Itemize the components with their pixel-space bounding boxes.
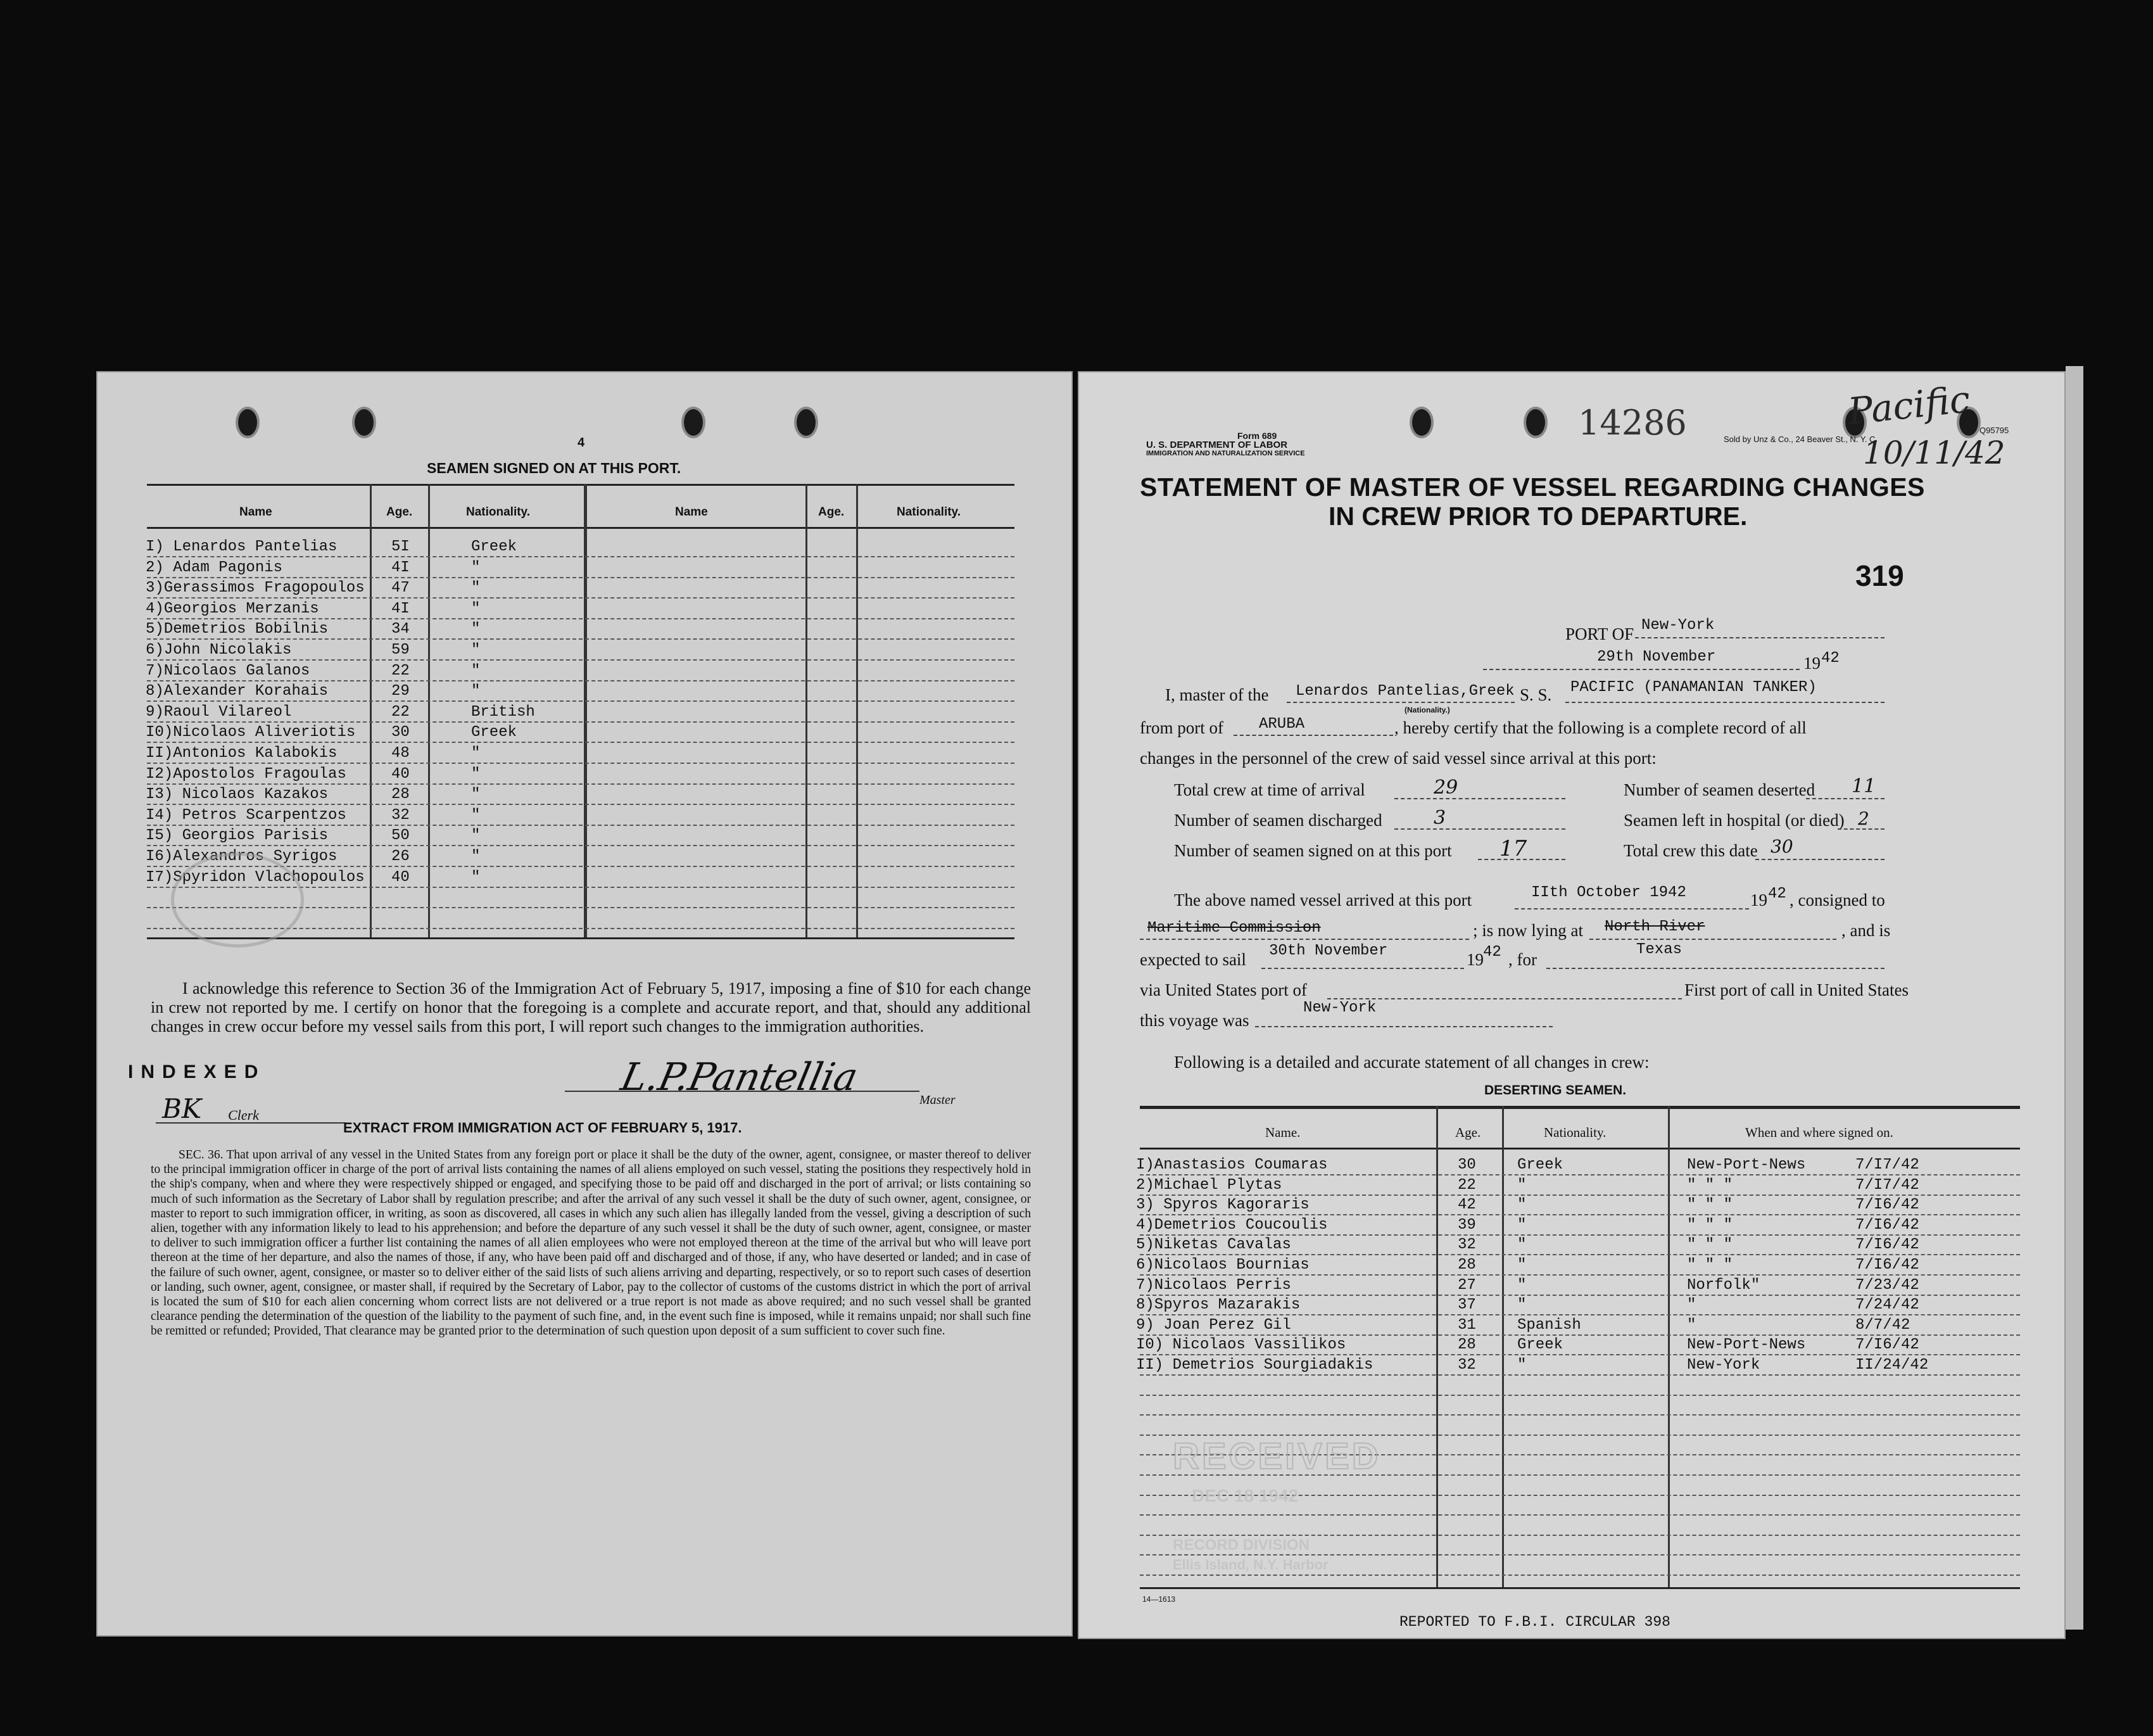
page-edge bbox=[2066, 366, 2083, 1630]
seaman-name: 4)Georgios Merzanis bbox=[146, 600, 319, 618]
deserter-where: New-Port-News bbox=[1687, 1156, 1806, 1174]
master-text: I, master of the bbox=[1165, 685, 1269, 704]
signed-on-value: 17 bbox=[1500, 836, 1527, 861]
table-row-rule bbox=[147, 804, 1014, 805]
deserter-age: 28 bbox=[1458, 1336, 1476, 1354]
extract-text: SEC. 36. That upon arrival of any vessel in the United States from any foreign port or place it shall be the duty of the owner, agent, consignee, or master thereof to deliver to the principal immigration officer in charge of the port of arrival lists containing the names of all aliens employed on such vessel, stating the positions they respectively hold in the ship's company, when and where they were respectively shipped or engaged, and specifying those to be paid off and discharged in the port of arrival; or lists containing so much of such information as the Secretary of Labor shall by regulation prescribe; and after the arrival of any such vessel it shall be the duty of such owner, agent, consignee, or master to report to such immigration officer, in writing, as soon as discovered, all cases in which any such alien has illegally landed from the vessel, giving a description of such alien, together with any information likely to lead to his apprehension; and before the departure of any such vessel it shall be the duty of such owner, agent, consignee, or master to deliver to such immigration officer a further list containing the names of all alien employees who were not employed thereon at the time of the arrival but who will leave port thereon at the time of her departure, and also the names of those, if any, who have been paid off and discharged and of those, if any, who have deserted or landed; and in case of the failure of such owner, agent, consignee, or master so to deliver either of the said lists of such aliens arriving and departing, respectively, or so to report such cases of desertion or landing, such owner, agent, consignee, or master shall, if required by the Secretary of Labor, pay to the collector of customs of the customs district in which the port of arrival is located the sum of $10 for each alien concerning whom correct lists are not delivered or a true report is not made as above required; and no such vessel shall be granted clearance pending the determination of the question of the liability to the payment of such fine, and, in the event such fine is imposed, while it remains unpaid; nor shall such fine be remitted or refunded; Provided, That clearance may be granted prior to the determination of such question upon deposit of a sum sufficient to cover such fine. bbox=[151, 1148, 1031, 1338]
punch-hole bbox=[794, 407, 818, 438]
deserting-header-where: When and where signed on. bbox=[1745, 1125, 1893, 1140]
deserter-nationality: " bbox=[1517, 1236, 1527, 1254]
service: IMMIGRATION AND NATURALIZATION SERVICE bbox=[1146, 450, 1305, 457]
seaman-name: I0)Nicolaos Aliveriotis bbox=[146, 724, 356, 742]
seaman-name: 7)Nicolaos Galanos bbox=[146, 662, 310, 680]
deserter-date: 7/I6/42 bbox=[1855, 1257, 1919, 1274]
ss-label: S. S. bbox=[1520, 685, 1552, 704]
table-row-rule bbox=[147, 659, 1014, 661]
deserter-age: 37 bbox=[1458, 1296, 1476, 1314]
deserter-where: " " " bbox=[1687, 1196, 1733, 1214]
seaman-name: 2) Adam Pagonis bbox=[146, 559, 283, 576]
deserter-date: 7/I7/42 bbox=[1855, 1176, 1919, 1194]
destination-value: Texas bbox=[1636, 941, 1683, 958]
deserter-name: 9) Joan Perez Gil bbox=[1136, 1316, 1291, 1334]
deserter-nationality: " bbox=[1517, 1276, 1527, 1294]
deserter-date: 7/I7/42 bbox=[1855, 1156, 1919, 1174]
seaman-nationality: " bbox=[471, 621, 481, 638]
year-prefix: 19 bbox=[1803, 654, 1821, 673]
voyage-line bbox=[1255, 1026, 1553, 1027]
hospital-value: 2 bbox=[1858, 808, 1869, 829]
page-number: 4 bbox=[578, 436, 585, 450]
header-nationality-2: Nationality. bbox=[897, 505, 961, 519]
total-date-label: Total crew this date bbox=[1624, 841, 1758, 860]
footer-code: 14—1613 bbox=[1142, 1595, 1176, 1604]
deserting-header-nationality: Nationality. bbox=[1544, 1125, 1607, 1140]
deserter-date: 7/I6/42 bbox=[1855, 1336, 1919, 1354]
discharged-line bbox=[1394, 828, 1565, 830]
seaman-age: 32 bbox=[391, 806, 410, 824]
seaman-name: I2)Apostolos Fragoulas bbox=[146, 765, 346, 783]
deserter-age: 27 bbox=[1458, 1276, 1476, 1294]
punch-hole bbox=[1410, 407, 1434, 438]
deserter-where: " bbox=[1687, 1316, 1696, 1334]
seaman-name: 5)Demetrios Bobilnis bbox=[146, 621, 329, 638]
column-divider bbox=[370, 484, 372, 937]
deserter-name: 4)Demetrios Coucoulis bbox=[1136, 1216, 1328, 1234]
seaman-name: 6)John Nicolakis bbox=[146, 642, 292, 659]
seaman-age: 26 bbox=[391, 848, 410, 865]
expected-year-prefix: 19 bbox=[1467, 950, 1484, 969]
changes-text: changes in the personnel of the crew of said vessel since arrival at this port: bbox=[1140, 749, 1657, 768]
arrival-year-suffix: 42 bbox=[1768, 885, 1786, 903]
header-age: Age. bbox=[386, 505, 413, 519]
voyage-label: this voyage was bbox=[1140, 1011, 1249, 1030]
seaman-nationality: British bbox=[471, 703, 535, 721]
seaman-age: 28 bbox=[391, 786, 410, 804]
deserter-age: 39 bbox=[1458, 1216, 1476, 1234]
received-date: DEC 18 1942 bbox=[1192, 1486, 1299, 1505]
seaman-age: 59 bbox=[391, 642, 410, 659]
discharged-value: 3 bbox=[1434, 807, 1446, 829]
column-divider bbox=[428, 484, 430, 937]
left-page bbox=[96, 371, 1073, 1637]
expected-label: expected to sail bbox=[1140, 950, 1246, 969]
table-row-rule bbox=[147, 700, 1014, 702]
seaman-age: 48 bbox=[391, 745, 410, 762]
seller-code: Q95795 bbox=[1979, 426, 2009, 435]
seaman-age: 4I bbox=[391, 600, 410, 618]
header-name: Name bbox=[239, 505, 272, 519]
deserter-date: 7/I6/42 bbox=[1855, 1196, 1919, 1214]
header-nationality: Nationality. bbox=[466, 505, 530, 519]
table-row-rule bbox=[1140, 1254, 2020, 1255]
official-seal bbox=[171, 852, 304, 947]
expected-value: 30th November bbox=[1269, 942, 1388, 960]
deserter-where: " " " bbox=[1687, 1257, 1733, 1274]
seaman-age: 4I bbox=[391, 559, 410, 576]
seaman-nationality: " bbox=[471, 745, 481, 762]
column-divider bbox=[805, 484, 807, 937]
port-label: PORT OF bbox=[1565, 624, 1634, 643]
arrived-line bbox=[1515, 908, 1749, 909]
lying-line bbox=[1589, 939, 1836, 940]
deserter-name: 2)Michael Plytas bbox=[1136, 1176, 1282, 1194]
seaman-name: II)Antonios Kalabokis bbox=[146, 745, 338, 762]
from-port-label: from port of bbox=[1140, 718, 1223, 737]
table-row-rule bbox=[147, 556, 1014, 557]
deserting-header-name: Name. bbox=[1265, 1125, 1301, 1140]
table-row-rule bbox=[1140, 1574, 2020, 1576]
deserter-age: 22 bbox=[1458, 1176, 1476, 1194]
deserter-date: II/24/42 bbox=[1855, 1357, 1929, 1374]
deserting-title: DESERTING SEAMEN. bbox=[1484, 1083, 1627, 1098]
table-row-rule bbox=[1140, 1514, 2020, 1516]
table-row-rule bbox=[1140, 1334, 2020, 1336]
total-date-line bbox=[1755, 859, 1885, 860]
seaman-age: 22 bbox=[391, 703, 410, 721]
seaman-age: 34 bbox=[391, 621, 410, 638]
punch-hole bbox=[681, 407, 705, 438]
seaman-nationality: " bbox=[471, 642, 481, 659]
seaman-age: 29 bbox=[391, 683, 410, 700]
header-name-2: Name bbox=[675, 505, 708, 519]
table-row-rule bbox=[1140, 1274, 2020, 1276]
total-arrival-value: 29 bbox=[1434, 776, 1458, 799]
discharged-label: Number of seamen discharged bbox=[1174, 811, 1382, 830]
deserter-name: I)Anastasios Coumaras bbox=[1136, 1156, 1328, 1174]
seaman-age: 50 bbox=[391, 827, 410, 845]
destination-line bbox=[1546, 968, 1885, 969]
punch-hole bbox=[352, 407, 376, 438]
stamp-number: 14286 bbox=[1578, 403, 1687, 443]
deserter-nationality: Greek bbox=[1517, 1156, 1563, 1174]
acknowledgement-text: I acknowledge this reference to Section 36 of the Immigration Act of February 5, 1917, imposing a fine of $10 for each change in crew not reported by me. I certify on honor that the foregoing is a complete and accurate report, and that, should any additional changes in crew occur before my vessel sails from this port, I will report such changes to the immigration authorities. bbox=[151, 979, 1031, 1036]
table-row-rule bbox=[1140, 1174, 2020, 1175]
seaman-name: I5) Georgios Parisis bbox=[146, 827, 329, 845]
certify-text: , hereby certify that the following is a complete record of all bbox=[1394, 718, 1807, 737]
year-suffix: 42 bbox=[1821, 650, 1840, 667]
indexed-stamp: INDEXED bbox=[128, 1061, 266, 1082]
deserter-where: Norfolk" bbox=[1687, 1276, 1760, 1294]
seaman-nationality: " bbox=[471, 868, 481, 886]
from-port-value: ARUBA bbox=[1259, 716, 1305, 733]
signature-line bbox=[565, 1091, 919, 1092]
seaman-nationality: " bbox=[471, 786, 481, 804]
table-row-rule bbox=[1140, 1374, 2020, 1376]
deserter-date: 7/24/42 bbox=[1855, 1296, 1919, 1314]
ellis-island: Ellis Island, N.Y. Harbor bbox=[1173, 1557, 1329, 1573]
record-division: RECORD DIVISION bbox=[1173, 1536, 1310, 1554]
handwritten-date: 10/11/42 bbox=[1863, 434, 2005, 471]
table-row-rule bbox=[1140, 1234, 2020, 1236]
arrival-year-prefix: 19 bbox=[1750, 890, 1767, 909]
from-port-line bbox=[1234, 735, 1393, 736]
consignee-line bbox=[1140, 939, 1469, 940]
consigned-label: , consigned to bbox=[1790, 890, 1885, 909]
section-title: SEAMEN SIGNED ON AT THIS PORT. bbox=[427, 460, 681, 476]
table-row-rule bbox=[147, 680, 1014, 681]
seaman-name: I4) Petros Scarpentzos bbox=[146, 806, 346, 824]
signed-on-label: Number of seamen signed on at this port bbox=[1174, 841, 1452, 860]
deserter-name: 7)Nicolaos Perris bbox=[1136, 1276, 1291, 1294]
hospital-line bbox=[1838, 828, 1885, 830]
seaman-age: 47 bbox=[391, 580, 410, 597]
lying-label: ; is now lying at bbox=[1473, 921, 1583, 940]
seaman-age: 40 bbox=[391, 868, 410, 886]
table-row-rule bbox=[1140, 1554, 2020, 1555]
table-row-rule bbox=[1140, 1354, 2020, 1355]
table-row-rule bbox=[147, 742, 1014, 743]
table-row-rule bbox=[147, 825, 1014, 826]
column-divider bbox=[856, 484, 858, 937]
deserter-date: 7/23/42 bbox=[1855, 1276, 1919, 1294]
table-row-rule bbox=[1140, 1295, 2020, 1296]
deserter-nationality: " bbox=[1517, 1357, 1527, 1374]
vessel-line bbox=[1565, 702, 1885, 703]
total-date-value: 30 bbox=[1771, 836, 1793, 857]
deserter-nationality: " bbox=[1517, 1196, 1527, 1214]
seaman-nationality: " bbox=[471, 683, 481, 700]
hospital-label: Seamen left in hospital (or died) bbox=[1624, 811, 1845, 830]
deserter-where: " bbox=[1687, 1296, 1696, 1314]
expected-year-suffix: 42 bbox=[1483, 944, 1501, 961]
deserter-nationality: Greek bbox=[1517, 1336, 1563, 1354]
deserter-where: " " " bbox=[1687, 1216, 1733, 1234]
total-arrival-label: Total crew at time of arrival bbox=[1174, 780, 1365, 799]
table-header-rule bbox=[147, 527, 1014, 529]
port-line bbox=[1635, 637, 1885, 638]
table-row-rule bbox=[1140, 1535, 2020, 1536]
master-signature: L.P.Pantellia bbox=[617, 1055, 862, 1099]
department: U. S. DEPARTMENT OF LABOR bbox=[1146, 440, 1288, 450]
deserter-where: New-Port-News bbox=[1687, 1336, 1806, 1354]
punch-hole bbox=[236, 407, 260, 438]
table-row-rule bbox=[147, 763, 1014, 764]
deserter-date: 7/I6/42 bbox=[1855, 1236, 1919, 1254]
seaman-nationality: " bbox=[471, 806, 481, 824]
seaman-nationality: " bbox=[471, 662, 481, 680]
form-number: Form 689 bbox=[1237, 431, 1277, 441]
seaman-nationality: " bbox=[471, 765, 481, 783]
deserter-name: I0) Nicolaos Vassilikos bbox=[1136, 1336, 1346, 1354]
deserting-table-bottom bbox=[1140, 1587, 2020, 1589]
via-label: via United States port of bbox=[1140, 980, 1307, 999]
deserter-date: 7/I6/42 bbox=[1855, 1216, 1919, 1234]
deserted-value: 11 bbox=[1852, 775, 1876, 797]
deserter-name: 3) Spyros Kagoraris bbox=[1136, 1196, 1310, 1214]
seaman-nationality: Greek bbox=[471, 724, 517, 742]
vessel-name: PACIFIC (PANAMANIAN TANKER) bbox=[1570, 679, 1817, 696]
seaman-name: 8)Alexander Korahais bbox=[146, 683, 329, 700]
and-is-label: , and is bbox=[1841, 921, 1891, 940]
seaman-nationality: " bbox=[471, 559, 481, 576]
table-row-rule bbox=[147, 577, 1014, 578]
seaman-nationality: Greek bbox=[471, 538, 517, 555]
seaman-name: I6)Alexandros Syrigos bbox=[146, 848, 338, 865]
table-top-rule bbox=[147, 484, 1014, 486]
extract-title: EXTRACT FROM IMMIGRATION ACT OF FEBRUARY 5, 1917. bbox=[343, 1120, 742, 1136]
clerk-label: Clerk bbox=[228, 1107, 259, 1123]
title-line-2: IN CREW PRIOR TO DEPARTURE. bbox=[1329, 502, 1748, 531]
deserter-nationality: " bbox=[1517, 1257, 1527, 1274]
port-value: New-York bbox=[1641, 617, 1715, 634]
deserter-name: 8)Spyros Mazarakis bbox=[1136, 1296, 1301, 1314]
table-row-rule bbox=[1140, 1314, 2020, 1315]
following-text: Following is a detailed and accurate statement of all changes in crew: bbox=[1174, 1053, 1650, 1072]
deserter-nationality: Spanish bbox=[1517, 1316, 1581, 1334]
deserter-name: 5)Niketas Cavalas bbox=[1136, 1236, 1291, 1254]
deserter-age: 31 bbox=[1458, 1316, 1476, 1334]
seaman-nationality: " bbox=[471, 827, 481, 845]
seaman-name: I) Lenardos Pantelias bbox=[146, 538, 338, 555]
handwritten-note: Pacific bbox=[1845, 377, 1973, 433]
table-row-rule bbox=[147, 721, 1014, 723]
consignee-value: Maritime Commission bbox=[1147, 920, 1321, 937]
via-line bbox=[1327, 998, 1682, 999]
deserter-where: " " " bbox=[1687, 1236, 1733, 1254]
deserting-header-age: Age. bbox=[1455, 1125, 1481, 1140]
column-divider bbox=[584, 484, 587, 937]
seaman-name: 9)Raoul Vilareol bbox=[146, 703, 292, 721]
master-name: Lenardos Pantelias,Greek bbox=[1296, 683, 1515, 700]
first-port-label: First port of call in United States bbox=[1684, 980, 1909, 999]
deserter-age: 30 bbox=[1458, 1156, 1476, 1174]
arrived-value: IIth October 1942 bbox=[1531, 884, 1686, 901]
deserter-name: 6)Nicolaos Bournias bbox=[1136, 1257, 1310, 1274]
deserter-age: 32 bbox=[1458, 1236, 1476, 1254]
master-line bbox=[1287, 702, 1515, 703]
seaman-name: 3)Gerassimos Fragopoulos bbox=[146, 580, 365, 597]
seaman-age: 5I bbox=[391, 538, 410, 555]
deserter-where: " " " bbox=[1687, 1176, 1733, 1194]
seaman-nationality: " bbox=[471, 600, 481, 618]
nationality-label: (Nationality.) bbox=[1405, 706, 1450, 714]
document-number: 319 bbox=[1855, 559, 1904, 592]
table-row-rule bbox=[1140, 1395, 2020, 1396]
deserter-age: 42 bbox=[1458, 1196, 1476, 1214]
deserter-name: II) Demetrios Sourgiadakis bbox=[1136, 1357, 1373, 1374]
header-age-2: Age. bbox=[818, 505, 845, 519]
table-row-rule bbox=[1140, 1414, 2020, 1416]
clerk-initials: BK bbox=[162, 1093, 202, 1124]
deserted-label: Number of seamen deserted bbox=[1624, 780, 1815, 799]
seaman-age: 22 bbox=[391, 662, 410, 680]
deserter-age: 32 bbox=[1458, 1357, 1476, 1374]
table-row-rule bbox=[147, 597, 1014, 599]
punch-hole bbox=[1524, 407, 1548, 438]
deserter-nationality: " bbox=[1517, 1176, 1527, 1194]
deserting-table-top bbox=[1140, 1106, 2020, 1109]
seaman-name: I7)Spyridon Vlachopoulos bbox=[146, 868, 365, 886]
table-row-rule bbox=[147, 783, 1014, 785]
table-row-rule bbox=[1140, 1194, 2020, 1196]
lying-value: North River bbox=[1605, 918, 1705, 935]
fbi-note: REPORTED TO F.B.I. CIRCULAR 398 bbox=[1399, 1614, 1670, 1630]
deserted-line bbox=[1806, 798, 1885, 799]
table-row-rule bbox=[147, 845, 1014, 846]
deserter-nationality: " bbox=[1517, 1296, 1527, 1314]
clerk-line bbox=[156, 1122, 346, 1124]
right-page bbox=[1078, 371, 2066, 1639]
seaman-age: 40 bbox=[391, 765, 410, 783]
title-line-1: STATEMENT OF MASTER OF VESSEL REGARDING CHANGES bbox=[1140, 472, 1925, 502]
arrived-label: The above named vessel arrived at this port bbox=[1174, 890, 1472, 909]
received-stamp: RECEIVED bbox=[1173, 1436, 1381, 1477]
expected-line bbox=[1261, 968, 1464, 969]
total-arrival-line bbox=[1394, 798, 1565, 799]
signed-on-line bbox=[1478, 859, 1565, 860]
table-row-rule bbox=[1140, 1214, 2020, 1215]
date-line bbox=[1483, 669, 1800, 670]
seaman-age: 30 bbox=[391, 724, 410, 742]
date-value: 29th November bbox=[1597, 649, 1716, 666]
deserter-where: New-York bbox=[1687, 1357, 1760, 1374]
first-port-value: New-York bbox=[1303, 999, 1377, 1017]
seaman-nationality: " bbox=[471, 580, 481, 597]
deserting-header-rule bbox=[1140, 1148, 2020, 1150]
for-label: , for bbox=[1508, 950, 1537, 969]
deserter-age: 28 bbox=[1458, 1257, 1476, 1274]
table-row-rule bbox=[147, 638, 1014, 640]
table-row-rule bbox=[147, 618, 1014, 619]
deserter-date: 8/7/42 bbox=[1855, 1316, 1910, 1334]
deserter-nationality: " bbox=[1517, 1216, 1527, 1234]
master-label: Master bbox=[919, 1093, 956, 1107]
seaman-name: I3) Nicolaos Kazakos bbox=[146, 786, 329, 804]
seller-note: Sold by Unz & Co., 24 Beaver St., N. Y. C. bbox=[1724, 434, 1878, 444]
seaman-nationality: " bbox=[471, 848, 481, 865]
